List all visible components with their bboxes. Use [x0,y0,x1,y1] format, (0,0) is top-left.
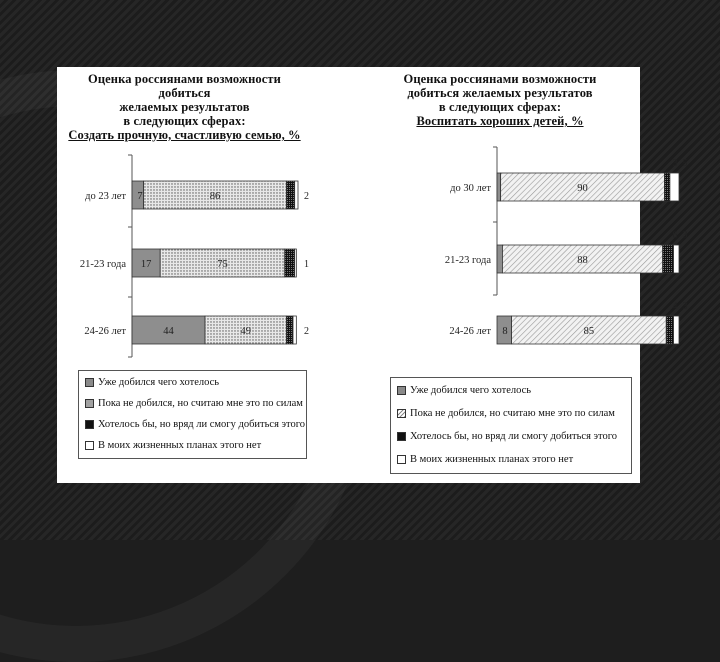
outside-data-label: 1 [304,259,309,270]
dotted-swatch-icon [85,399,94,408]
bar-segment-unlikely [286,181,294,209]
above-data-label: 4 [672,301,678,312]
left-legend-item-not-planned [85,440,261,451]
left-legend [78,370,307,459]
bar-data-label: 8 [502,326,508,337]
bar-data-label: 88 [577,255,588,266]
right-legend-label-not-planned: В моих жизненных планах этого нет [410,454,574,465]
slide-canvas [57,67,688,483]
outside-data-label: 2 [304,191,309,202]
bar-segment-achieved [497,173,501,201]
bar-segment-not-planned [674,245,679,273]
white-swatch-icon [397,455,406,464]
bar-data-label: 7 [137,191,143,202]
right-title-line-1: Оценка россиянами возможности [403,72,597,86]
left-chart-title [62,72,307,142]
black-swatch-icon [85,420,94,429]
right-legend-item-not-planned [397,454,573,465]
above-data-label: 5 [682,158,688,169]
left-legend-item-possible [85,398,303,409]
left-stacked-bar-chart [57,147,327,357]
right-legend-label-unlikely: Хотелось бы, но вряд ли смогу добиться этого [410,431,618,442]
left-legend-item-achieved [85,377,219,388]
bar-data-label: 85 [583,326,595,337]
bar-segment-unlikely [664,173,669,201]
right-stacked-bar-chart [375,147,688,357]
above-data-label: 6 [672,230,678,241]
category-label: 24-26 лет [84,326,126,337]
left-chart-subtitle: Создать прочную, счастливую семью, % [68,128,301,142]
right-legend-item-unlikely [397,431,617,442]
white-swatch-icon [85,441,94,450]
bar-data-label: 44 [163,326,174,337]
bar-segment-not-planned [674,316,679,344]
bar-segment-not-planned [293,316,296,344]
right-title-line-2: добиться желаемых результатов [407,86,593,100]
left-legend-label-unlikely: Хотелось бы, но вряд ли смогу добиться этого [98,419,306,430]
bar-segment-unlikely [286,316,293,344]
above-data-label: 3 [682,230,688,241]
dark-swatch-icon [85,378,94,387]
bar-data-label: 86 [209,191,221,202]
category-label: 21-23 года [79,259,126,270]
category-label: 21-23 года [444,255,491,266]
above-data-label: 3 [682,301,688,312]
category-label: до 23 лет [85,191,126,202]
left-legend-item-unlikely [85,419,305,430]
right-legend-label-possible: Пока не добился, но считаю мне это по силам [410,408,615,419]
black-swatch-icon [397,432,406,441]
bar-segment-not-planned [295,249,297,277]
left-title-line-2: желаемых результатов [119,100,250,114]
left-title-line-3: в следующих сферах: [123,114,246,128]
right-title-line-3: в следующих сферах: [438,100,562,114]
left-legend-label-possible: Пока не добился, но считаю мне это по силам [98,398,303,409]
outside-data-label: 2 [304,326,309,337]
right-legend [390,377,632,474]
bar-segment-unlikely [663,245,674,273]
right-legend-item-possible [397,408,615,419]
bar-segment-not-planned [295,181,298,209]
category-label: 24-26 лет [449,326,491,337]
above-data-label: 3 [672,158,678,169]
bar-data-label: 90 [577,183,588,194]
dark-swatch-icon [397,386,406,395]
right-chart-subtitle: Воспитать хороших детей, % [416,114,584,128]
right-legend-label-achieved: Уже добился чего хотелось [410,385,532,396]
category-label: до 30 лет [450,183,491,194]
left-legend-label-achieved: Уже добился чего хотелось [98,377,220,388]
right-chart-title [375,72,625,128]
bar-data-label: 17 [140,259,152,270]
bar-segment-not-planned [670,173,679,201]
left-title-line-1: Оценка россиянами возможности добиться [88,72,281,100]
bar-data-label: 75 [217,259,228,270]
bar-segment-unlikely [666,316,673,344]
bar-segment-unlikely [285,249,295,277]
left-legend-label-not-planned: В моих жизненных планах этого нет [98,440,262,451]
hatched-swatch-icon [397,409,406,418]
bar-data-label: 49 [240,326,251,337]
right-legend-item-achieved [397,385,531,396]
